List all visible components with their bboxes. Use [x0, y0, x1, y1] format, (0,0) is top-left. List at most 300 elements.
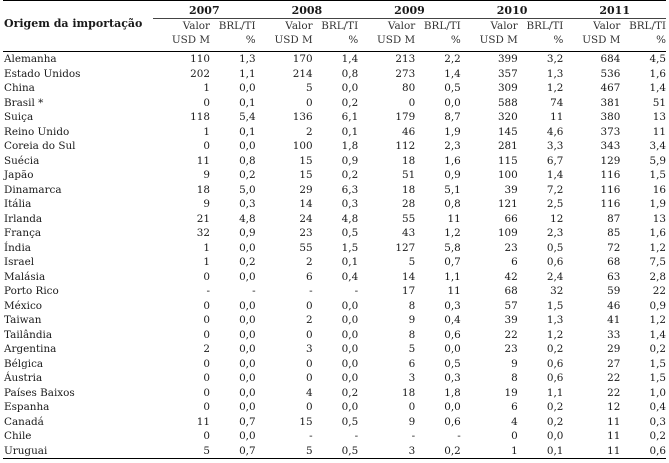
value-cell: 3 [408, 372, 416, 384]
origin-cell: Dinamarca [4, 183, 62, 196]
origin-cell: Alemanha [4, 53, 57, 65]
value-cell: 0 [408, 96, 416, 109]
value-cell: 72 [607, 241, 621, 254]
value-cell: 116 [600, 198, 621, 210]
share-cell: 0,0 [341, 372, 359, 384]
value-cell: 6 [511, 401, 518, 413]
share-cell: 13 [652, 212, 666, 225]
value-cell: 1 [203, 125, 210, 138]
value-cell: 202 [190, 67, 210, 80]
share-cell: - [252, 285, 256, 297]
value-cell: 4 [305, 386, 313, 399]
value-cell: 109 [497, 227, 518, 239]
value-cell: 0 [305, 96, 313, 109]
share-cell: 5,1 [444, 183, 461, 196]
share-header: BRL/TI [620, 19, 666, 34]
value-cell: 32 [196, 227, 210, 239]
year-header: 2011 [599, 4, 630, 17]
value-cell: 467 [600, 82, 621, 94]
value-cell: 381 [600, 96, 621, 109]
value-cell: 41 [607, 314, 621, 326]
value-cell: 66 [504, 212, 518, 225]
value-cell: 85 [607, 227, 621, 239]
value-cell: 0 [305, 401, 313, 413]
share-cell: 0,0 [239, 386, 256, 399]
share-cell: 2,8 [649, 270, 666, 283]
share-cell: 0,9 [444, 169, 461, 181]
value-cell: 43 [401, 227, 416, 239]
share-cell: 1,4 [341, 53, 359, 65]
value-cell: 273 [395, 67, 416, 80]
share-cell: 0,2 [341, 386, 359, 399]
year-header: 2008 [291, 4, 323, 17]
table-row [3, 429, 666, 444]
share-cell: 0,2 [649, 343, 666, 355]
share-cell: 0,2 [239, 169, 256, 181]
share-cell: 1,9 [649, 198, 666, 210]
share-cell: 0,6 [546, 256, 564, 268]
value-cell: 4 [511, 415, 518, 428]
origin-cell: Tailândia [4, 328, 53, 341]
value-cell: 116 [600, 169, 621, 181]
value-cell: 1 [203, 256, 210, 268]
value-cell: 309 [497, 82, 518, 94]
table-header [3, 1, 666, 52]
share-cell: 0,0 [239, 241, 256, 254]
value-cell: 213 [395, 53, 416, 65]
share-cell: 0,6 [444, 415, 461, 428]
value-cell: 684 [600, 53, 621, 65]
value-cell: 129 [600, 154, 621, 167]
share-cell: 2,5 [546, 198, 564, 210]
value-cell: 588 [497, 96, 518, 109]
value-cell: 0 [305, 372, 313, 384]
value-cell: 42 [504, 270, 518, 283]
share-cell: 5,8 [444, 241, 461, 254]
value-cell: 0 [203, 430, 210, 442]
value-cell: 1 [203, 82, 210, 94]
share-cell: 0,0 [239, 314, 256, 326]
table-row [3, 96, 666, 111]
table-row [3, 168, 666, 183]
share-cell: 1,8 [341, 140, 359, 152]
share-cell: 0,3 [444, 299, 461, 312]
share-cell: 0,1 [546, 444, 564, 457]
value-cell: 46 [401, 125, 416, 138]
share-unit: % [450, 34, 461, 46]
value-cell: 0 [511, 430, 518, 442]
share-cell: 0,0 [341, 401, 359, 413]
value-cell: 12 [607, 401, 621, 413]
value-header: Valor [563, 19, 620, 34]
share-cell: 1,2 [444, 227, 461, 239]
value-cell: 281 [497, 140, 518, 152]
share-cell: 5,4 [239, 111, 256, 123]
share-cell: 2,3 [546, 227, 564, 239]
share-cell: 0,0 [239, 372, 256, 384]
share-cell: 0,6 [649, 444, 666, 457]
origin-cell: Chile [4, 430, 32, 442]
origin-cell: México [4, 299, 43, 312]
value-cell: 18 [196, 183, 210, 196]
value-cell: 380 [600, 111, 621, 123]
value-cell: 343 [600, 140, 621, 152]
import-origin-table [3, 0, 666, 459]
origin-cell: Reino Unido [4, 125, 70, 138]
share-cell: 0,4 [444, 314, 461, 326]
value-cell: 0 [203, 328, 210, 341]
year-header: 2007 [188, 4, 220, 17]
share-cell: 12 [550, 212, 564, 225]
value-cell: 0 [408, 401, 416, 413]
share-cell: 1,1 [239, 67, 256, 80]
origin-cell: Canadá [4, 415, 44, 428]
origin-cell: China [4, 82, 35, 94]
share-cell: 1,5 [341, 241, 359, 254]
value-cell: 399 [497, 53, 518, 65]
table-row [3, 415, 666, 430]
share-cell: 0,0 [341, 314, 359, 326]
table-row [3, 197, 666, 212]
share-cell: 1,3 [546, 67, 564, 80]
value-cell: 11 [607, 415, 621, 428]
value-cell: 23 [504, 343, 518, 355]
share-cell: 0,0 [239, 357, 256, 370]
value-cell: 18 [401, 386, 416, 399]
share-cell: 11 [447, 212, 461, 225]
share-cell: 0,5 [341, 444, 359, 457]
share-unit: % [348, 34, 359, 46]
value-cell: 19 [504, 386, 518, 399]
value-cell: 9 [203, 198, 210, 210]
value-cell: 23 [504, 241, 518, 254]
share-cell: 0,6 [546, 372, 564, 384]
share-cell: 2,4 [546, 270, 564, 283]
origin-cell: Coreia do Sul [4, 140, 76, 152]
value-cell: 14 [401, 270, 416, 283]
share-cell: 1,5 [546, 299, 564, 312]
share-cell: 1,4 [546, 169, 564, 181]
share-header: BRL/TI [313, 19, 359, 34]
value-cell: - [309, 430, 313, 442]
value-cell: 121 [497, 198, 518, 210]
value-cell: 11 [196, 154, 210, 167]
value-cell: 80 [401, 82, 416, 94]
share-cell: 0,9 [341, 154, 359, 167]
table-row [3, 241, 666, 256]
share-cell: 0,8 [341, 67, 359, 80]
table-row [3, 226, 666, 241]
value-cell: 6 [305, 270, 313, 283]
share-cell: 1,6 [649, 67, 666, 80]
value-cell: 15 [299, 154, 313, 167]
value-cell: 0 [203, 96, 210, 109]
share-cell: 4,8 [239, 212, 256, 225]
share-cell: 8,7 [444, 111, 461, 123]
share-cell: 0,0 [239, 343, 256, 355]
value-cell: 214 [292, 67, 313, 80]
share-cell: 11 [652, 125, 666, 138]
value-cell: 18 [401, 183, 416, 196]
share-cell: 2,2 [444, 53, 461, 65]
table-row [3, 212, 666, 227]
value-cell: 0 [305, 328, 313, 341]
value-cell: - [206, 285, 210, 297]
value-cell: 110 [190, 53, 210, 65]
share-cell: 6,1 [341, 111, 359, 123]
share-cell: 5,0 [239, 183, 256, 196]
share-cell: 0,3 [239, 198, 256, 210]
share-cell: 74 [550, 96, 564, 109]
value-cell: 0 [203, 270, 210, 283]
table-row [3, 183, 666, 198]
value-cell: 11 [607, 430, 621, 442]
share-cell: 0,0 [239, 270, 256, 283]
share-cell: 4,5 [649, 53, 666, 65]
value-cell: 112 [395, 140, 416, 152]
value-cell: 24 [299, 212, 313, 225]
value-cell: 100 [497, 169, 518, 181]
value-cell: 5 [408, 343, 416, 355]
share-cell: 0,2 [341, 169, 359, 181]
table-row [3, 313, 666, 328]
value-cell: 1 [511, 444, 518, 457]
table-row [3, 386, 666, 401]
value-cell: 115 [497, 154, 518, 167]
share-cell: 0,1 [341, 256, 359, 268]
share-cell: 0,0 [341, 357, 359, 370]
share-cell: 0,9 [649, 299, 666, 312]
value-unit: USD M [171, 34, 210, 46]
value-cell: 5 [305, 444, 313, 457]
share-cell: - [354, 285, 359, 297]
share-unit: % [245, 34, 256, 46]
share-cell: 0,0 [444, 96, 461, 109]
value-cell: 118 [190, 111, 210, 123]
share-unit: % [656, 34, 666, 46]
share-cell: 1,4 [444, 67, 461, 80]
value-cell: 8 [408, 299, 416, 312]
value-cell: 0 [203, 314, 210, 326]
share-header: BRL/TI [518, 19, 564, 34]
value-cell: 3 [305, 343, 313, 355]
share-cell: 0,7 [444, 256, 461, 268]
origin-cell: Argentina [4, 343, 57, 355]
share-cell: 1,2 [546, 82, 564, 94]
value-cell: 11 [196, 415, 210, 428]
value-cell: 68 [607, 256, 621, 268]
share-cell: 1,5 [649, 357, 666, 370]
value-cell: 9 [408, 415, 416, 428]
share-cell: 0,6 [546, 357, 564, 370]
value-cell: 59 [607, 285, 621, 297]
value-cell: 0 [203, 357, 210, 370]
share-cell: 0,8 [444, 198, 461, 210]
value-cell: 373 [600, 125, 621, 138]
table-row [3, 328, 666, 343]
share-unit: % [553, 34, 564, 46]
value-cell: 39 [504, 183, 518, 196]
share-cell: 1,5 [649, 169, 666, 181]
share-cell: 0,6 [444, 328, 461, 341]
value-cell: 5 [305, 82, 313, 94]
value-cell: 55 [299, 241, 313, 254]
value-cell: 136 [292, 111, 313, 123]
share-cell: 1,1 [444, 270, 461, 283]
share-cell: 0,8 [239, 154, 256, 167]
share-cell: 0,7 [239, 444, 256, 457]
share-cell: 0,5 [341, 415, 359, 428]
value-header: Valor [461, 19, 518, 34]
value-cell: 46 [607, 299, 621, 312]
value-cell: 6 [408, 357, 416, 370]
share-cell: 7,2 [546, 183, 564, 196]
table-row [3, 270, 666, 285]
table-row [3, 52, 666, 67]
table-row [3, 139, 666, 154]
value-cell: 116 [600, 183, 621, 196]
table-row [3, 357, 666, 372]
value-cell: 145 [497, 125, 518, 138]
share-cell: 0,2 [649, 430, 666, 442]
value-cell: 3 [408, 444, 416, 457]
value-header: Valor [256, 19, 313, 34]
share-cell: 0,0 [239, 140, 256, 152]
table-row [3, 81, 666, 96]
value-unit: USD M [274, 34, 313, 46]
value-cell: 27 [607, 357, 621, 370]
share-cell: 1,6 [649, 227, 666, 239]
share-cell: 0,0 [239, 401, 256, 413]
value-cell: 57 [504, 299, 518, 312]
value-cell: 39 [504, 314, 518, 326]
share-cell: 13 [652, 111, 666, 123]
share-cell: 11 [447, 285, 461, 297]
origin-cell: Bélgica [4, 357, 44, 370]
value-cell: 0 [203, 299, 210, 312]
value-cell: 2 [305, 256, 313, 268]
origin-cell: Espanha [4, 401, 50, 413]
share-cell: 2,3 [444, 140, 461, 152]
share-cell: 1,8 [444, 386, 461, 399]
value-cell: 0 [203, 140, 210, 152]
origin-cell: França [4, 227, 42, 239]
share-cell: 0,4 [341, 270, 359, 283]
origin-cell: Israel [4, 256, 35, 268]
table-row [3, 371, 666, 386]
value-cell: 5 [203, 444, 210, 457]
value-cell: 320 [497, 111, 518, 123]
value-cell: 29 [607, 343, 621, 355]
value-cell: 127 [395, 241, 416, 254]
share-cell: 0,2 [444, 444, 461, 457]
value-cell: 8 [511, 372, 518, 384]
value-cell: 18 [401, 154, 416, 167]
value-cell: 536 [600, 67, 621, 80]
share-cell: 1,9 [444, 125, 461, 138]
year-header: 2010 [496, 4, 528, 17]
origin-cell: Irlanda [4, 212, 43, 225]
share-cell: 16 [652, 183, 666, 196]
share-cell: 1,4 [649, 328, 666, 341]
value-cell: 29 [299, 183, 313, 196]
share-cell: 0,0 [444, 343, 461, 355]
share-cell: 1,0 [649, 386, 666, 399]
share-cell: 0,0 [341, 82, 359, 94]
share-cell: 0,5 [444, 357, 461, 370]
value-cell: 0 [305, 299, 313, 312]
share-cell: 0,2 [546, 343, 564, 355]
share-cell: 0,0 [546, 430, 564, 442]
share-cell: 0,0 [341, 328, 359, 341]
share-cell: 7,5 [649, 256, 666, 268]
value-cell: 33 [607, 328, 621, 341]
value-cell: 15 [299, 169, 313, 181]
share-cell: 22 [652, 285, 666, 297]
table-body [3, 52, 666, 459]
share-cell: 1,3 [546, 314, 564, 326]
share-cell: 3,4 [649, 140, 666, 152]
origin-cell: Suécia [4, 154, 40, 167]
share-header: BRL/TI [415, 19, 461, 34]
origin-cell: Taiwan [4, 314, 42, 326]
value-cell: 0 [203, 372, 210, 384]
share-cell: 1,6 [444, 154, 461, 167]
share-cell: 0,5 [546, 241, 564, 254]
share-cell: 1,2 [649, 314, 666, 326]
value-cell: 0 [305, 357, 313, 370]
value-cell: 15 [299, 415, 313, 428]
share-cell: 0,1 [239, 125, 256, 138]
value-unit: USD M [582, 34, 621, 46]
table-row [3, 154, 666, 169]
share-cell: 0,2 [546, 401, 564, 413]
share-cell: 5,9 [649, 154, 666, 167]
origin-column-header: Origem da importação [4, 17, 143, 30]
origin-cell: Uruguai [4, 444, 48, 457]
value-cell: 14 [299, 198, 313, 210]
value-cell: 5 [408, 256, 416, 268]
value-cell: 1 [203, 241, 210, 254]
value-cell: 17 [401, 285, 416, 297]
value-cell: 22 [607, 372, 621, 384]
share-cell: 32 [550, 285, 564, 297]
share-cell: 0,0 [239, 430, 256, 442]
value-cell: 6 [511, 256, 518, 268]
table-row [3, 110, 666, 125]
share-cell: 1,2 [649, 241, 666, 254]
share-cell: 0,0 [341, 299, 359, 312]
share-cell: 3,2 [546, 53, 564, 65]
table-row [3, 284, 666, 299]
value-cell: 28 [401, 198, 416, 210]
share-cell: 6,3 [341, 183, 359, 196]
value-cell: 100 [292, 140, 313, 152]
share-cell: 0,0 [239, 299, 256, 312]
share-cell: 51 [652, 96, 666, 109]
value-cell: 2 [305, 125, 313, 138]
table-row [3, 125, 666, 140]
share-cell: 0,7 [239, 415, 256, 428]
share-cell: 0,5 [341, 227, 359, 239]
share-cell: 1,3 [239, 53, 256, 65]
value-unit: USD M [377, 34, 416, 46]
share-cell: 0,1 [239, 96, 256, 109]
value-cell: 0 [203, 386, 210, 399]
value-cell: 23 [299, 227, 313, 239]
table-row [3, 299, 666, 314]
value-cell: 63 [607, 270, 621, 283]
